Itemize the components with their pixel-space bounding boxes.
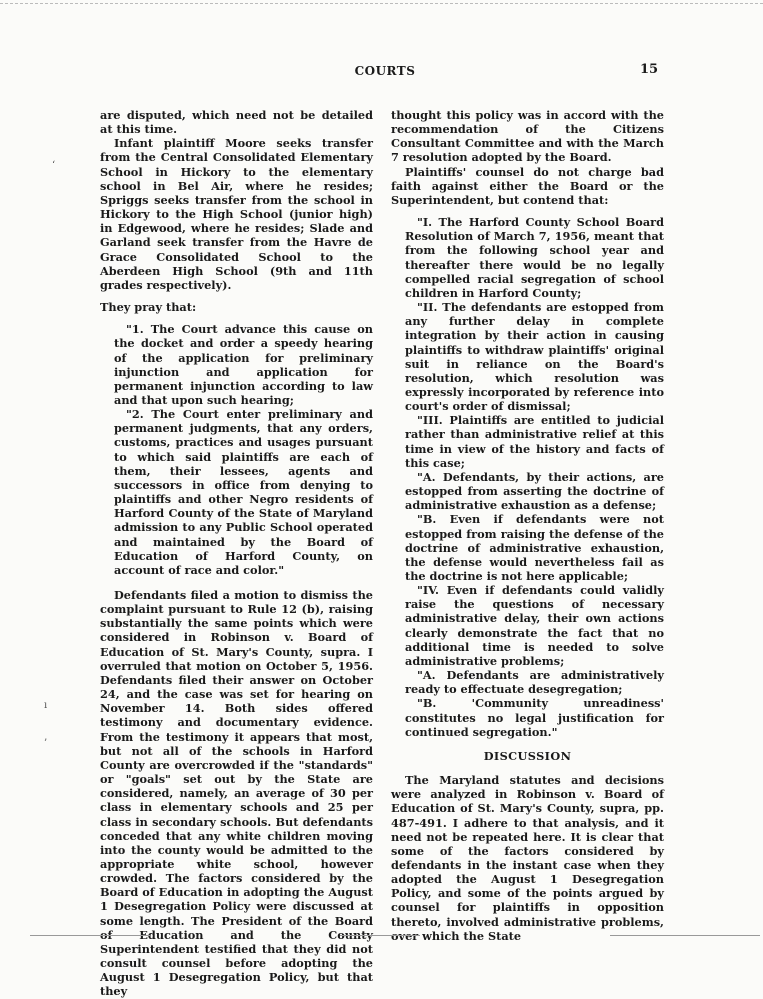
margin-mark: ’ bbox=[44, 738, 48, 749]
left-column bbox=[100, 108, 373, 999]
bottom-rule bbox=[610, 935, 760, 936]
quote-subparagraph: "A. Defendants are administratively ready to effectuate desegregation; bbox=[405, 668, 664, 697]
quote-subparagraph: "A. Defendants, by their actions, are estopped from asserting the doctrine of administrative exhaustion as a defense; bbox=[405, 469, 664, 513]
paragraph: Infant plaintiff Moore seeks transfer from the Central Consolidated Elementary School in Hickory to the elementary school in Bel Air, where he resides; Spriggs seeks transfer from the school in Hickory to the High School (junior high) in Edgewood, where he resides; Slade and Garland seek transfer from the Havre de Grace Consolidated School to the Aberdeen High School (9th and 11th grades respectively). bbox=[100, 136, 373, 292]
paragraph: thought this policy was in accord with the recommendation of the Citizens Consultant Committee and with the March 7 resolution adopted by the Board. bbox=[391, 108, 664, 165]
quote-paragraph: "2. The Court enter preliminary and permanent judgments, that any orders, customs, practices and usages pursuant to which said plaintiffs are each of them, their lessees, agents and successors in office from denying to plaintiffs and other Negro residents of Harford County of the State of Maryland admission to any Public School operated and maintained by the Board of Education of Harford County, on account of race and color." bbox=[114, 407, 373, 577]
quote-paragraph: "II. The defendants are estopped from any further delay in complete integration by their action in causing plaintiffs to withdraw plaintiffs' original suit in reliance on the Board's resolution, which resolution was expressly incorporated by reference into court's order of dismissal; bbox=[405, 300, 664, 414]
block-quote bbox=[391, 215, 664, 739]
margin-mark: ı bbox=[44, 700, 48, 711]
block-quote bbox=[100, 322, 373, 577]
margin-mark: ‘ bbox=[52, 160, 56, 171]
paragraph: Defendants filed a motion to dismiss the complaint pursuant to Rule 12 (b), raising substantially the same points which were considered in Robinson v. Board of Education of St. Mary's County, supra. I overruled that motion on October 5, 1956. Defendants filed their answer on October 24, and the case was set for hearing on November 14. Both sides offered testimony and documentary evidence. From the testimony it appears that most, but not all of the schools in Harford County are overcrowded if the "standards" or "goals" set out by the State are considered, namely, an average of 30 per class in elementary schools and 25 per class in secondary schools. But defendants conceded that any white children moving into the county would be admitted to the appropriate white school, however crowded. The factors considered by the Board of Education in adopting the August 1 Desegregation Policy were discussed at some length. The President of the Board of Education and the County Superintendent testified that they did not consult counsel before adopting the August 1 Desegregation Policy, but that they bbox=[100, 588, 373, 999]
quote-paragraph: "III. Plaintiffs are entitled to judicial rather than administrative relief at this time in view of the history and facts of this case; bbox=[405, 413, 664, 470]
paragraph: Plaintiffs' counsel do not charge bad faith against either the Board or the Superintendent, but contend that: bbox=[391, 164, 664, 207]
quote-paragraph: "I. The Harford County School Board Resolution of March 7, 1956, meant that from the following school year and thereafter there would be no legally compelled racial segregation of school children in Harford County; bbox=[405, 215, 664, 300]
section-heading: DISCUSSION bbox=[483, 748, 572, 763]
paragraph: are disputed, which need not be detailed at this time. bbox=[100, 108, 373, 137]
paragraph: The Maryland statutes and decisions were analyzed in Robinson v. Board of Education of St. Mary's County, supra, pp. 487-491. I adhere to that analysis, and it need not be repeated here. It is clear that some of the factors considered by defendants in the instant case when they adopted the August 1 Desegregation Policy, and some of the points argued by counsel for plaintiffs in opposition thereto, involved administrative problems, over which the State bbox=[391, 773, 664, 943]
bottom-rule bbox=[30, 935, 150, 936]
paragraph: They pray that: bbox=[100, 300, 197, 315]
page-number: 15 bbox=[640, 62, 659, 77]
quote-subparagraph: "B. 'Community unreadiness' constitutes no legal justification for continued segregation." bbox=[405, 696, 664, 739]
quote-paragraph: "1. The Court advance this cause on the docket and order a speedy hearing of the application for preliminary injunction and application for permanent injunction according to law and that upon such hearing; bbox=[114, 322, 373, 407]
quote-subparagraph: "B. Even if defendants were not estopped from raising the defense of the doctrine of administrative exhaustion, the defense would nevertheless fail as the doctrine is not here applicable; bbox=[405, 512, 664, 583]
quote-paragraph: "IV. Even if defendants could validly raise the questions of necessary administrative delay, their own actions clearly demonstrate the fact that no additional time is needed to solve administrative problems; bbox=[405, 583, 664, 668]
running-header: COURTS bbox=[354, 64, 416, 78]
top-dashed-border bbox=[0, 3, 763, 4]
right-column bbox=[391, 108, 664, 943]
bottom-rule bbox=[340, 935, 420, 936]
